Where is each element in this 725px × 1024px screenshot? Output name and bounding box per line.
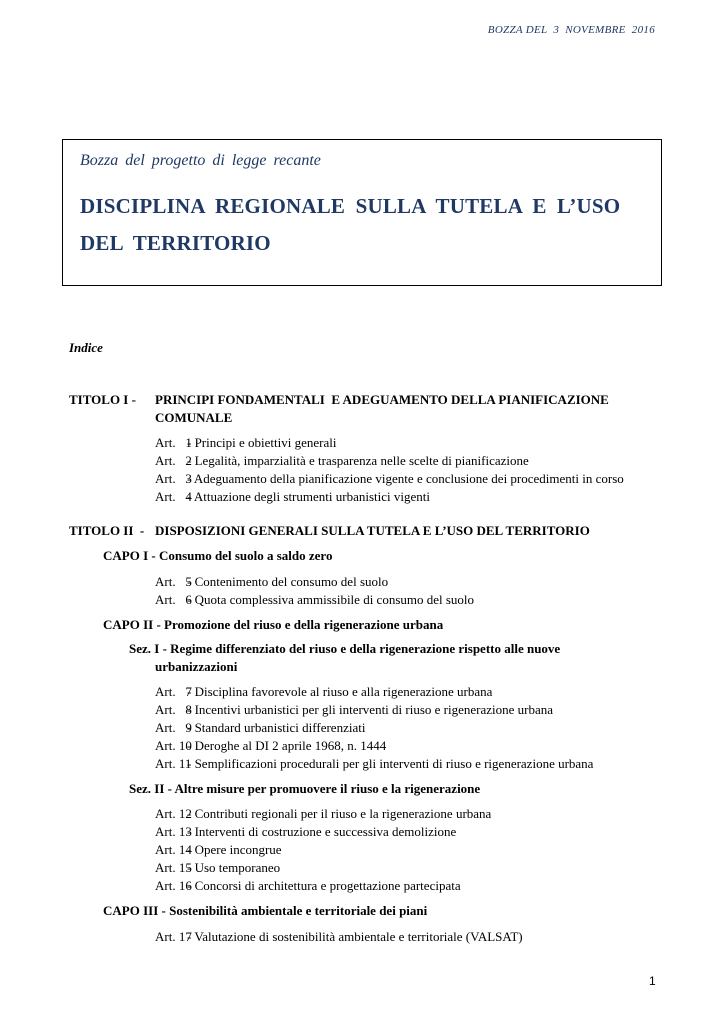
article-title: - Uso temporaneo [187,860,281,875]
toc-entry[interactable] [155,756,593,772]
toc-entry[interactable] [155,592,474,608]
document-subtitle: Bozza del progetto di legge recante [80,152,321,169]
toc-entry[interactable] [155,702,553,718]
toc-entry[interactable] [155,684,492,700]
article-number: Art. 13 [155,824,192,839]
article-title: - Valutazione di sostenibilità ambientale e territoriale (VALSAT) [187,929,523,944]
article-number: Art. 8 [155,702,192,717]
article-title: - Deroghe al DI 2 aprile 1968, n. 1444 [187,738,387,753]
page-number: 1 [649,974,656,988]
document-title-line-2: DEL TERRITORIO [80,231,271,255]
article-title: - Adeguamento della pianificazione vigente e conclusione dei procedimenti in corso [187,471,624,486]
capo-3-heading: CAPO III - Sostenibilità ambientale e territoriale dei piani [103,903,428,918]
toc-entry[interactable] [155,435,336,451]
article-title: - Quota complessiva ammissibile di consumo del suolo [187,592,475,607]
article-number: Art. 4 [155,489,192,504]
article-title: - Contenimento del consumo del suolo [187,574,389,589]
article-number: Art. 2 [155,453,192,468]
article-number: Art. 17 [155,929,192,944]
title-box [62,139,662,286]
article-number: Art. 6 [155,592,192,607]
article-title: - Contributi regionali per il riuso e la rigenerazione urbana [187,806,492,821]
toc-entry[interactable] [155,720,365,736]
article-number: Art. 7 [155,684,192,699]
capo-2-heading: CAPO II - Promozione del riuso e della rigenerazione urbana [103,617,444,632]
article-number: Art. 5 [155,574,192,589]
article-number: Art. 1 [155,435,192,450]
article-title: - Semplificazioni procedurali per gli interventi di riuso e rigenerazione urbana [187,756,594,771]
draft-date: BOZZA DEL 3 NOVEMBRE 2016 [487,24,655,36]
toc-entry[interactable] [155,824,456,840]
article-title: - Interventi di costruzione e successiva demolizione [187,824,457,839]
titolo-1-name: PRINCIPI FONDAMENTALI E ADEGUAMENTO DELLA PIANIFICAZIONE [155,392,609,407]
toc-entry[interactable] [155,453,529,469]
article-title: - Principi e obiettivi generali [187,435,337,450]
article-title: - Disciplina favorevole al riuso e alla rigenerazione urbana [187,684,493,699]
titolo-2-label: TITOLO II - [69,523,145,538]
toc-entry[interactable] [155,878,461,894]
titolo-1-name-cont: COMUNALE [155,410,233,425]
toc-entry[interactable] [155,806,491,822]
toc-entry[interactable] [155,471,624,487]
toc-entry[interactable] [155,574,388,590]
titolo-1-label: TITOLO I - [69,392,136,407]
titolo-2-name: DISPOSIZIONI GENERALI SULLA TUTELA E L’USO DEL TERRITORIO [155,523,590,538]
article-title: - Attuazione degli strumenti urbanistici vigenti [187,489,430,504]
toc-entry[interactable] [155,738,386,754]
index-label: Indice [69,340,103,355]
capo-1-heading: CAPO I - Consumo del suolo a saldo zero [103,548,333,563]
article-number: Art. 16 [155,878,192,893]
toc-entry[interactable] [155,489,430,505]
article-number: Art. 11 [155,756,192,771]
toc-entry[interactable] [155,860,280,876]
toc-entry[interactable] [155,842,282,858]
article-number: Art. 3 [155,471,192,486]
article-title: - Opere incongrue [187,842,282,857]
article-number: Art. 10 [155,738,192,753]
article-title: - Incentivi urbanistici per gli interventi di riuso e rigenerazione urbana [187,702,554,717]
article-title: - Standard urbanistici differenziati [187,720,366,735]
article-title: - Legalità, imparzialità e trasparenza nelle scelte di pianificazione [187,453,529,468]
toc-entry[interactable] [155,929,523,945]
sez-2-heading: Sez. II - Altre misure per promuovere il riuso e la rigenerazione [129,781,481,796]
article-number: Art. 15 [155,860,192,875]
article-number: Art. 14 [155,842,192,857]
sez-1-heading-cont: urbanizzazioni [155,659,238,674]
document-title [80,188,650,262]
article-title: - Concorsi di architettura e progettazione partecipata [187,878,461,893]
sez-1-heading: Sez. I - Regime differenziato del riuso e della rigenerazione rispetto alle nuove [129,641,561,656]
article-number: Art. 12 [155,806,192,821]
article-number: Art. 9 [155,720,192,735]
document-title-line-1: DISCIPLINA REGIONALE SULLA TUTELA E L’USO [80,194,621,218]
